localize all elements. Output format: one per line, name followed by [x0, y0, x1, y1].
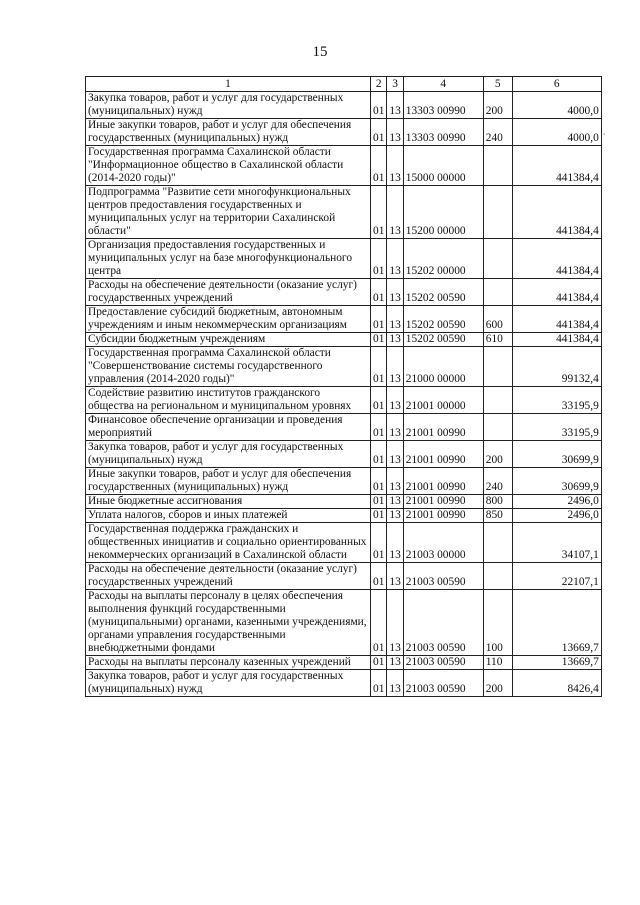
row-name-cell: Расходы на выплаты персоналу казенных учреждений: [86, 656, 371, 670]
row-target-article-cell: 13303 00990: [403, 92, 483, 119]
row-expense-type-cell: [483, 186, 512, 239]
table-row: [86, 333, 602, 347]
row-name-cell: Расходы на обеспечение деятельности (оказание услуг) государственных учреждений: [86, 279, 371, 306]
row-section-cell: 01: [371, 441, 387, 468]
row-name-cell: Закупка товаров, работ и услуг для государственных (муниципальных) нужд: [86, 441, 371, 468]
row-subsection-cell: 13: [387, 414, 403, 441]
budget-table: [85, 76, 602, 697]
row-section-cell: 01: [371, 239, 387, 279]
row-amount-cell: 22107,1: [512, 563, 601, 590]
row-expense-type-cell: 110: [483, 656, 512, 670]
row-subsection-cell: 13: [387, 509, 403, 523]
table-row: [86, 119, 602, 146]
row-target-article-cell: 21003 00000: [403, 523, 483, 563]
row-target-article-cell: 21001 00990: [403, 495, 483, 509]
row-section-cell: 01: [371, 387, 387, 414]
row-target-article-cell: 21001 00990: [403, 509, 483, 523]
row-target-article-cell: 21003 00590: [403, 563, 483, 590]
column-header: 5: [483, 77, 512, 92]
row-subsection-cell: 13: [387, 387, 403, 414]
row-name-cell: Подпрограмма "Развитие сети многофункциональных центров предоставления государственных и муниципальных услуг на территории Сахалинской области": [86, 186, 371, 239]
row-section-cell: 01: [371, 523, 387, 563]
row-expense-type-cell: 200: [483, 670, 512, 697]
row-section-cell: 01: [371, 656, 387, 670]
row-name-cell: Предоставление субсидий бюджетным, автономным учреждениям и иным некоммерческим организациям: [86, 306, 371, 333]
row-subsection-cell: 13: [387, 563, 403, 590]
row-name-cell: Организация предоставления государственных и муниципальных услуг на базе многофункционального центра: [86, 239, 371, 279]
row-subsection-cell: 13: [387, 495, 403, 509]
row-expense-type-cell: [483, 239, 512, 279]
row-subsection-cell: 13: [387, 468, 403, 495]
row-section-cell: 01: [371, 347, 387, 387]
table-row: [86, 146, 602, 186]
row-amount-cell: 4000,0: [512, 119, 601, 146]
row-section-cell: 01: [371, 509, 387, 523]
table-row: [86, 92, 602, 119]
row-target-article-cell: 21001 00000: [403, 387, 483, 414]
row-expense-type-cell: 800: [483, 495, 512, 509]
row-subsection-cell: 13: [387, 347, 403, 387]
row-subsection-cell: 13: [387, 92, 403, 119]
row-amount-cell: 33195,9: [512, 387, 601, 414]
row-name-cell: Расходы на выплаты персоналу в целях обеспечения выполнения функций государственными (муниципальными) органами, казенными учреждениями, органами управления государственными внебюджетными фондами: [86, 590, 371, 656]
row-section-cell: 01: [371, 333, 387, 347]
row-expense-type-cell: [483, 347, 512, 387]
scan-mark: ⸳: [603, 128, 606, 138]
header-row: [86, 77, 602, 92]
table-row: [86, 414, 602, 441]
column-header: 3: [387, 77, 403, 92]
row-target-article-cell: 15202 00590: [403, 333, 483, 347]
row-target-article-cell: 15000 00000: [403, 146, 483, 186]
row-section-cell: 01: [371, 146, 387, 186]
row-name-cell: Содействие развитию институтов гражданского общества на региональном и муниципальном уровнях: [86, 387, 371, 414]
column-header: 6: [512, 77, 601, 92]
row-target-article-cell: 21001 00990: [403, 414, 483, 441]
table-row: [86, 186, 602, 239]
row-name-cell: Расходы на обеспечение деятельности (оказание услуг) государственных учреждений: [86, 563, 371, 590]
row-amount-cell: 13669,7: [512, 590, 601, 656]
table-row: [86, 468, 602, 495]
row-section-cell: 01: [371, 495, 387, 509]
row-target-article-cell: 15202 00590: [403, 306, 483, 333]
row-amount-cell: 13669,7: [512, 656, 601, 670]
table-row: [86, 441, 602, 468]
table-row: [86, 279, 602, 306]
row-subsection-cell: 13: [387, 306, 403, 333]
row-name-cell: Уплата налогов, сборов и иных платежей: [86, 509, 371, 523]
row-amount-cell: 99132,4: [512, 347, 601, 387]
row-subsection-cell: 13: [387, 186, 403, 239]
row-name-cell: Финансовое обеспечение организации и проведения мероприятий: [86, 414, 371, 441]
row-amount-cell: 30699,9: [512, 468, 601, 495]
row-name-cell: Государственная программа Сахалинской области "Информационное общество в Сахалинской области (2014-2020 годы)": [86, 146, 371, 186]
column-header: 4: [403, 77, 483, 92]
row-amount-cell: 441384,4: [512, 333, 601, 347]
row-expense-type-cell: [483, 563, 512, 590]
row-expense-type-cell: [483, 523, 512, 563]
row-name-cell: Субсидии бюджетным учреждениям: [86, 333, 371, 347]
row-target-article-cell: 21000 00000: [403, 347, 483, 387]
table-row: [86, 239, 602, 279]
row-amount-cell: 441384,4: [512, 239, 601, 279]
row-subsection-cell: 13: [387, 279, 403, 306]
row-expense-type-cell: 600: [483, 306, 512, 333]
row-expense-type-cell: [483, 414, 512, 441]
row-expense-type-cell: 610: [483, 333, 512, 347]
row-subsection-cell: 13: [387, 670, 403, 697]
row-amount-cell: 2496,0: [512, 509, 601, 523]
row-target-article-cell: 21001 00990: [403, 441, 483, 468]
row-amount-cell: 441384,4: [512, 146, 601, 186]
row-target-article-cell: 21003 00590: [403, 590, 483, 656]
page-number: 15: [312, 44, 328, 60]
row-subsection-cell: 13: [387, 523, 403, 563]
row-amount-cell: 33195,9: [512, 414, 601, 441]
row-expense-type-cell: 100: [483, 590, 512, 656]
row-subsection-cell: 13: [387, 441, 403, 468]
row-section-cell: 01: [371, 414, 387, 441]
table-row: [86, 347, 602, 387]
row-subsection-cell: 13: [387, 239, 403, 279]
row-target-article-cell: 13303 00990: [403, 119, 483, 146]
row-name-cell: Закупка товаров, работ и услуг для государственных (муниципальных) нужд: [86, 92, 371, 119]
row-name-cell: Иные закупки товаров, работ и услуг для обеспечения государственных (муниципальных) нужд: [86, 468, 371, 495]
row-section-cell: 01: [371, 186, 387, 239]
row-subsection-cell: 13: [387, 333, 403, 347]
row-target-article-cell: 15202 00000: [403, 239, 483, 279]
row-name-cell: Иные закупки товаров, работ и услуг для обеспечения государственных (муниципальных) нужд: [86, 119, 371, 146]
row-amount-cell: 8426,4: [512, 670, 601, 697]
row-expense-type-cell: 240: [483, 468, 512, 495]
row-amount-cell: 4000,0: [512, 92, 601, 119]
table-row: [86, 656, 602, 670]
row-expense-type-cell: [483, 387, 512, 414]
row-expense-type-cell: 240: [483, 119, 512, 146]
row-subsection-cell: 13: [387, 146, 403, 186]
column-header: 2: [371, 77, 387, 92]
table-row: [86, 523, 602, 563]
row-amount-cell: 441384,4: [512, 186, 601, 239]
row-name-cell: Государственная программа Сахалинской области "Совершенствование системы государственного управления (2014-2020 годы)": [86, 347, 371, 387]
row-expense-type-cell: [483, 279, 512, 306]
column-header: 1: [86, 77, 371, 92]
row-target-article-cell: 21003 00590: [403, 656, 483, 670]
row-section-cell: 01: [371, 279, 387, 306]
row-section-cell: 01: [371, 670, 387, 697]
table-row: [86, 306, 602, 333]
table-row: [86, 563, 602, 590]
row-expense-type-cell: 850: [483, 509, 512, 523]
table-row: [86, 590, 602, 656]
row-expense-type-cell: 200: [483, 441, 512, 468]
row-section-cell: 01: [371, 563, 387, 590]
row-amount-cell: 441384,4: [512, 279, 601, 306]
row-expense-type-cell: 200: [483, 92, 512, 119]
row-amount-cell: 441384,4: [512, 306, 601, 333]
row-name-cell: Закупка товаров, работ и услуг для государственных (муниципальных) нужд: [86, 670, 371, 697]
row-expense-type-cell: [483, 146, 512, 186]
row-section-cell: 01: [371, 590, 387, 656]
row-target-article-cell: 21003 00590: [403, 670, 483, 697]
row-subsection-cell: 13: [387, 656, 403, 670]
row-target-article-cell: 15200 00000: [403, 186, 483, 239]
row-name-cell: Иные бюджетные ассигнования: [86, 495, 371, 509]
row-amount-cell: 30699,9: [512, 441, 601, 468]
row-target-article-cell: 15202 00590: [403, 279, 483, 306]
row-target-article-cell: 21001 00990: [403, 468, 483, 495]
row-amount-cell: 2496,0: [512, 495, 601, 509]
table-row: [86, 509, 602, 523]
row-section-cell: 01: [371, 306, 387, 333]
row-subsection-cell: 13: [387, 590, 403, 656]
row-section-cell: 01: [371, 92, 387, 119]
table-row: [86, 495, 602, 509]
row-section-cell: 01: [371, 468, 387, 495]
table-row: [86, 670, 602, 697]
row-section-cell: 01: [371, 119, 387, 146]
row-name-cell: Государственная поддержка гражданских и общественных инициатив и социально ориентированных некоммерческих организаций в Сахалинской области: [86, 523, 371, 563]
table-row: [86, 387, 602, 414]
row-amount-cell: 34107,1: [512, 523, 601, 563]
row-subsection-cell: 13: [387, 119, 403, 146]
